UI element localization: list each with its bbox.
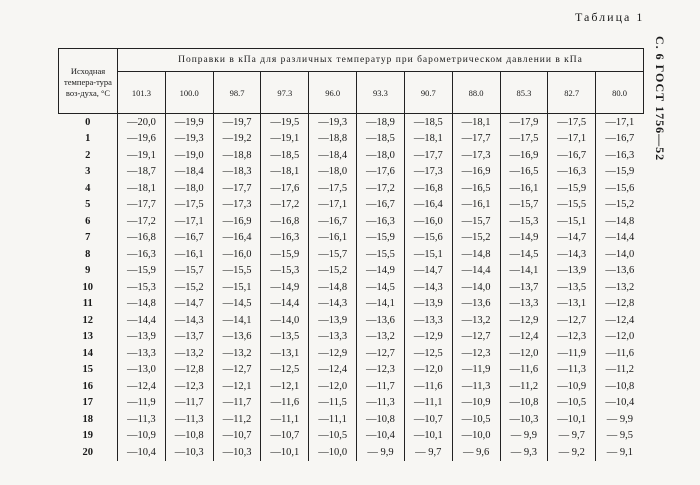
correction-cell: —18,5 [261,147,309,164]
correction-cell: — 9,5 [596,428,644,445]
correction-cell: —19,3 [309,114,357,131]
correction-cell: —17,5 [548,114,596,131]
correction-cell: —11,5 [309,395,357,412]
correction-cell: —10,1 [548,411,596,428]
correction-cell: —10,7 [404,411,452,428]
correction-cell: —14,3 [165,312,213,329]
table-row [59,296,644,313]
correction-cell: —10,9 [452,395,500,412]
correction-cell: —16,7 [357,197,405,214]
correction-cell: —17,6 [357,164,405,181]
correction-cell: —14,5 [500,246,548,263]
correction-cell: —10,8 [165,428,213,445]
correction-cell: —12,0 [596,329,644,346]
correction-cell: —10,5 [452,411,500,428]
correction-cell: —18,0 [357,147,405,164]
pressure-header-row [59,72,644,114]
correction-cell: —17,5 [500,131,548,148]
correction-cell: —14,3 [548,246,596,263]
table-row [59,411,644,428]
correction-cell: —15,5 [548,197,596,214]
correction-cell: —16,9 [452,164,500,181]
correction-cell: —12,0 [500,345,548,362]
correction-cell: —13,6 [452,296,500,313]
correction-cell: —17,7 [118,197,166,214]
correction-cell: — 9,7 [548,428,596,445]
correction-cell: —16,9 [500,147,548,164]
correction-cell: — 9,6 [452,444,500,461]
correction-cell: —11,1 [309,411,357,428]
stub-header: Исходная темпера-тура воз-духа, °С [59,49,118,114]
corrections-table [58,48,644,461]
correction-cell: —11,6 [261,395,309,412]
correction-cell: —16,5 [452,180,500,197]
table-row [59,246,644,263]
correction-cell: — 9,3 [500,444,548,461]
correction-cell: —18,1 [452,114,500,131]
correction-cell: —10,3 [213,444,261,461]
correction-cell: —10,3 [165,444,213,461]
correction-cell: —16,1 [309,230,357,247]
correction-cell: —17,3 [213,197,261,214]
correction-cell: —15,2 [596,197,644,214]
correction-cell: —15,9 [261,246,309,263]
correction-cell: —14,7 [548,230,596,247]
correction-cell: —18,4 [309,147,357,164]
correction-cell: —11,3 [357,395,405,412]
correction-cell: —15,2 [452,230,500,247]
correction-cell: —16,8 [118,230,166,247]
correction-cell: —16,1 [500,180,548,197]
table-row [59,345,644,362]
correction-cell: —16,3 [357,213,405,230]
correction-cell: — 9,7 [404,444,452,461]
correction-cell: —15,7 [309,246,357,263]
correction-cell: —13,2 [357,329,405,346]
temperature-cell: 12 [82,314,93,326]
correction-cell: —12,9 [404,329,452,346]
correction-cell: —12,3 [452,345,500,362]
correction-cell: —12,9 [500,312,548,329]
correction-cell: —14,7 [404,263,452,280]
correction-cell: —12,4 [500,329,548,346]
correction-cell: —16,3 [548,164,596,181]
correction-cell: —14,1 [500,263,548,280]
correction-cell: —11,9 [548,345,596,362]
correction-cell: —13,5 [261,329,309,346]
correction-cell: —10,7 [261,428,309,445]
correction-cell: —15,3 [500,213,548,230]
temperature-cell: 18 [82,413,93,425]
correction-cell: —16,4 [404,197,452,214]
correction-cell: —18,8 [213,147,261,164]
pressure-header: 97.3 [261,72,309,114]
correction-cell: —12,7 [357,345,405,362]
temperature-cell: 8 [85,248,91,260]
pressure-header: 88.0 [452,72,500,114]
correction-cell: —12,3 [548,329,596,346]
correction-cell: —18,7 [118,164,166,181]
correction-cell: —12,3 [357,362,405,379]
table-row [59,312,644,329]
correction-cell: —12,3 [165,378,213,395]
correction-cell: —10,9 [548,378,596,395]
temperature-cell: 3 [85,166,91,178]
pressure-header: 90.7 [404,72,452,114]
correction-cell: —10,7 [213,428,261,445]
correction-cell: —13,3 [309,329,357,346]
table-row [59,263,644,280]
correction-cell: —13,7 [500,279,548,296]
table-row [59,329,644,346]
correction-cell: —18,1 [261,164,309,181]
temperature-cell: 11 [82,298,93,310]
temperature-cell: 4 [85,182,91,194]
correction-cell: —13,2 [165,345,213,362]
table-row [59,213,644,230]
correction-cell: —11,3 [548,362,596,379]
correction-cell: —17,1 [309,197,357,214]
correction-cell: —19,3 [165,131,213,148]
correction-cell: —11,7 [213,395,261,412]
pressure-header: 85.3 [500,72,548,114]
correction-cell: —16,1 [452,197,500,214]
temperature-cell: 13 [82,331,93,343]
correction-cell: —13,6 [357,312,405,329]
correction-cell: —16,4 [213,230,261,247]
correction-cell: — 9,9 [596,411,644,428]
correction-cell: —15,2 [165,279,213,296]
table-row [59,395,644,412]
correction-cell: —14,1 [357,296,405,313]
temperature-cell: 17 [82,397,93,409]
correction-cell: —15,5 [357,246,405,263]
correction-cell: —10,5 [548,395,596,412]
table-row [59,378,644,395]
correction-cell: —12,7 [548,312,596,329]
correction-cell: —17,2 [261,197,309,214]
correction-cell: —14,1 [213,312,261,329]
correction-cell: —13,2 [596,279,644,296]
correction-cell: —11,1 [404,395,452,412]
correction-cell: —14,4 [452,263,500,280]
correction-cell: —17,5 [309,180,357,197]
correction-cell: —18,8 [309,131,357,148]
temperature-cell: 20 [82,446,93,458]
table-row [59,230,644,247]
correction-cell: —15,1 [548,213,596,230]
correction-cell: —17,9 [500,114,548,131]
correction-cell: —15,7 [500,197,548,214]
correction-cell: —19,1 [118,147,166,164]
correction-cell: —15,7 [452,213,500,230]
correction-cell: —15,5 [213,263,261,280]
correction-cell: —17,6 [261,180,309,197]
correction-cell: —13,3 [500,296,548,313]
correction-cell: —16,7 [309,213,357,230]
correction-cell: —16,7 [548,147,596,164]
correction-cell: —12,4 [118,378,166,395]
correction-cell: —12,4 [596,312,644,329]
correction-cell: —13,3 [118,345,166,362]
correction-cell: —13,5 [548,279,596,296]
correction-cell: —11,6 [596,345,644,362]
correction-cell: —11,2 [500,378,548,395]
correction-cell: —13,6 [596,263,644,280]
table-row [59,114,644,131]
correction-cell: —14,4 [596,230,644,247]
temperature-cell: 9 [85,265,91,277]
correction-cell: —11,9 [118,395,166,412]
correction-cell: —12,8 [596,296,644,313]
correction-cell: —17,7 [213,180,261,197]
correction-cell: —16,7 [596,131,644,148]
correction-cell: —12,5 [261,362,309,379]
table-row [59,147,644,164]
correction-cell: —14,8 [309,279,357,296]
correction-cell: —18,0 [165,180,213,197]
correction-cell: —17,7 [404,147,452,164]
correction-cell: —12,7 [213,362,261,379]
correction-cell: —17,1 [165,213,213,230]
correction-cell: —18,5 [357,131,405,148]
correction-cell: —13,2 [452,312,500,329]
table-row [59,131,644,148]
correction-cell: —17,5 [165,197,213,214]
table-row [59,197,644,214]
pressure-header: 80.0 [596,72,644,114]
correction-cell: —10,3 [500,411,548,428]
temperature-cell: 0 [85,116,91,128]
pressure-header: 93.3 [357,72,405,114]
correction-cell: —15,9 [357,230,405,247]
correction-cell: —11,9 [452,362,500,379]
correction-cell: —11,2 [596,362,644,379]
correction-cell: —17,2 [118,213,166,230]
correction-cell: —17,2 [357,180,405,197]
correction-cell: —11,7 [165,395,213,412]
correction-cell: —13,6 [213,329,261,346]
correction-cell: —15,1 [213,279,261,296]
correction-cell: —16,1 [165,246,213,263]
correction-cell: —15,6 [596,180,644,197]
correction-cell: —17,3 [452,147,500,164]
correction-cell: —16,3 [118,246,166,263]
correction-cell: —11,7 [357,378,405,395]
correction-cell: —13,3 [404,312,452,329]
correction-cell: —10,1 [261,444,309,461]
temperature-cell: 14 [82,347,93,359]
correction-cell: —14,9 [357,263,405,280]
correction-cell: —14,4 [261,296,309,313]
correction-cell: —11,6 [500,362,548,379]
table-row [59,164,644,181]
table-row [59,279,644,296]
correction-cell: —13,2 [213,345,261,362]
correction-cell: —12,5 [404,345,452,362]
correction-cell: —14,9 [261,279,309,296]
correction-cell: —14,8 [596,213,644,230]
correction-cell: —19,9 [165,114,213,131]
correction-cell: —10,8 [500,395,548,412]
table-caption: Таблица 1 [575,10,645,24]
correction-cell: —15,7 [165,263,213,280]
correction-cell: —10,5 [309,428,357,445]
correction-cell: —14,9 [500,230,548,247]
correction-cell: —11,3 [165,411,213,428]
correction-cell: —10,8 [596,378,644,395]
correction-cell: —17,3 [404,164,452,181]
pressure-header: 101.3 [118,72,166,114]
correction-cell: —16,3 [261,230,309,247]
correction-cell: —11,2 [213,411,261,428]
correction-cell: —19,5 [261,114,309,131]
correction-cell: —14,8 [118,296,166,313]
pressure-header: 82.7 [548,72,596,114]
temperature-cell: 1 [85,133,91,145]
correction-cell: —14,0 [452,279,500,296]
correction-cell: —18,3 [213,164,261,181]
correction-cell: — 9,9 [500,428,548,445]
correction-cell: —12,7 [452,329,500,346]
correction-cell: —15,9 [118,263,166,280]
correction-cell: —14,3 [309,296,357,313]
correction-cell: —12,4 [309,362,357,379]
correction-cell: —19,2 [213,131,261,148]
correction-cell: —11,3 [452,378,500,395]
correction-cell: —16,7 [165,230,213,247]
correction-cell: —16,0 [213,246,261,263]
correction-cell: —18,1 [118,180,166,197]
pressure-header: 100.0 [165,72,213,114]
correction-cell: —15,3 [261,263,309,280]
correction-cell: —13,0 [118,362,166,379]
correction-cell: —20,0 [118,114,166,131]
correction-cell: —17,1 [548,131,596,148]
correction-cell: —18,4 [165,164,213,181]
temperature-cell: 10 [82,281,93,293]
correction-cell: —10,9 [118,428,166,445]
correction-cell: —18,0 [309,164,357,181]
correction-cell: — 9,1 [596,444,644,461]
correction-cell: —16,0 [404,213,452,230]
correction-cell: —11,3 [118,411,166,428]
correction-cell: —10,1 [404,428,452,445]
table-row [59,180,644,197]
correction-cell: —13,9 [309,312,357,329]
correction-cell: —10,4 [118,444,166,461]
correction-cell: —15,9 [548,180,596,197]
table-row [59,362,644,379]
correction-cell: —13,1 [548,296,596,313]
correction-cell: —19,1 [261,131,309,148]
correction-cell: —18,5 [404,114,452,131]
correction-cell: — 9,9 [357,444,405,461]
correction-cell: —13,9 [404,296,452,313]
correction-cell: —14,8 [452,246,500,263]
correction-cell: —14,3 [404,279,452,296]
correction-cell: —16,3 [596,147,644,164]
pressure-header: 98.7 [213,72,261,114]
correction-cell: —10,8 [357,411,405,428]
correction-cell: —17,1 [596,114,644,131]
table-row [59,444,644,461]
correction-cell: —10,0 [309,444,357,461]
correction-cell: —18,1 [404,131,452,148]
pressure-header: 96.0 [309,72,357,114]
correction-cell: —14,5 [213,296,261,313]
correction-cell: —14,4 [118,312,166,329]
span-header: Поправки в кПа для различных температур при барометрическом давлении в кПа [118,49,644,72]
correction-cell: —19,0 [165,147,213,164]
temperature-cell: 16 [82,380,93,392]
correction-cell: —11,6 [404,378,452,395]
correction-cell: —15,9 [596,164,644,181]
correction-cell: —12,1 [261,378,309,395]
correction-cell: —14,0 [596,246,644,263]
correction-cell: —15,1 [404,246,452,263]
standard-reference: С. 6 ГОСТ 1756—52 [653,36,667,162]
correction-cell: —13,9 [548,263,596,280]
temperature-cell: 7 [85,232,91,244]
correction-cell: —12,1 [213,378,261,395]
correction-cell: —10,4 [596,395,644,412]
temperature-cell: 19 [82,430,93,442]
correction-cell: —12,8 [165,362,213,379]
temperature-cell: 2 [85,149,91,161]
correction-cell: —13,9 [118,329,166,346]
correction-cell: —13,7 [165,329,213,346]
correction-cell: —16,9 [213,213,261,230]
correction-cell: —17,7 [452,131,500,148]
correction-cell: —16,8 [404,180,452,197]
correction-cell: —12,0 [404,362,452,379]
table-body [59,114,644,461]
correction-cell: —15,3 [118,279,166,296]
correction-cell: —14,0 [261,312,309,329]
correction-cell: —19,7 [213,114,261,131]
correction-cell: — 9,2 [548,444,596,461]
correction-cell: —18,9 [357,114,405,131]
temperature-cell: 15 [82,364,93,376]
correction-cell: —14,5 [357,279,405,296]
temperature-cell: 5 [85,199,91,211]
correction-cell: —13,1 [261,345,309,362]
correction-cell: —16,5 [500,164,548,181]
correction-cell: —12,0 [309,378,357,395]
correction-cell: —10,0 [452,428,500,445]
table-row [59,428,644,445]
correction-cell: —14,7 [165,296,213,313]
correction-cell: —10,4 [357,428,405,445]
correction-cell: —11,1 [261,411,309,428]
correction-cell: —19,6 [118,131,166,148]
correction-cell: —12,9 [309,345,357,362]
correction-cell: —16,8 [261,213,309,230]
temperature-cell: 6 [85,215,91,227]
correction-cell: —15,6 [404,230,452,247]
correction-cell: —15,2 [309,263,357,280]
